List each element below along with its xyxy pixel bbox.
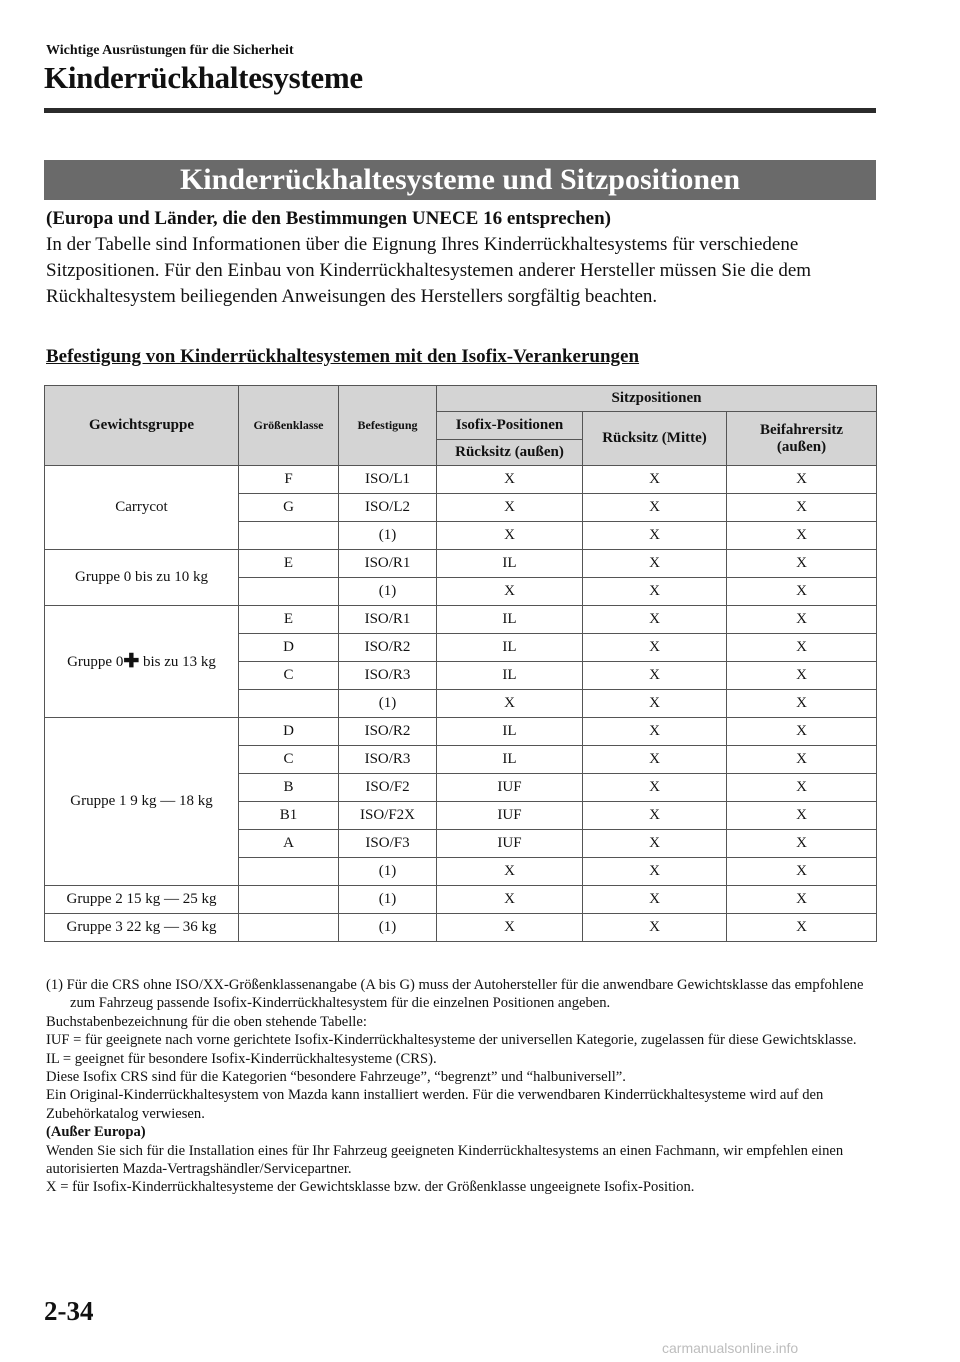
- table-row: [45, 914, 877, 942]
- rear-middle-cell: X: [583, 466, 727, 494]
- fixture-cell: ISO/L2: [339, 494, 437, 522]
- rear-middle-cell: X: [583, 718, 727, 746]
- size-class-cell: [239, 522, 339, 550]
- fixture-cell: (1): [339, 914, 437, 942]
- rear-middle-cell: X: [583, 858, 727, 886]
- header-seat-positions: Sitzpositionen: [437, 386, 877, 412]
- front-passenger-cell: X: [727, 774, 877, 802]
- intro-paragraph: In der Tabelle sind Informationen über die Eignung Ihres Kinderrückhaltesystems für verschiedene Sitzpositionen. Für den Einbau von Kinderrückhaltesystemen anderer Hersteller müssen Sie die dem Rückhaltesystem beiliegenden Anweisungen des Herstellers sorgfältig beachten.: [46, 234, 812, 307]
- fixture-cell: (1): [339, 578, 437, 606]
- group-0-plus-weight: bis zu 13 kg: [139, 654, 216, 670]
- group-0-plus-label: Gruppe 0: [67, 654, 124, 670]
- rear-middle-cell: X: [583, 914, 727, 942]
- front-passenger-cell: X: [727, 494, 877, 522]
- legend-x: X = für Isofix-Kinderrückhaltesysteme der Gewichtsklasse bzw. der Größenklasse ungeeignete Isofix-Position.: [46, 1179, 695, 1196]
- isofix-table: [44, 385, 877, 942]
- rear-middle-cell: X: [583, 494, 727, 522]
- front-passenger-cell: X: [727, 914, 877, 942]
- rear-outer-cell: IUF: [437, 830, 583, 858]
- fixture-cell: ISO/R3: [339, 746, 437, 774]
- original-crs-note: Ein Original-Kinderrückhaltesystem von Mazda kann installiert werden. Für die verwendbaren Kinderrückhaltesysteme wird auf den Zubehörkatalog verwiesen.: [46, 1087, 824, 1122]
- chapter-title: Kinderrückhaltesysteme: [44, 60, 363, 95]
- rear-middle-cell: X: [583, 522, 727, 550]
- group-2: Gruppe 2 15 kg — 25 kg: [45, 886, 239, 914]
- rear-outer-cell: X: [437, 690, 583, 718]
- table-row: [45, 718, 877, 746]
- fixture-cell: ISO/R2: [339, 718, 437, 746]
- rear-outer-cell: IL: [437, 634, 583, 662]
- isofix-subheading: Befestigung von Kinderrückhaltesystemen mit den Isofix-Verankerungen: [46, 346, 640, 367]
- size-class-cell: B1: [239, 802, 339, 830]
- front-passenger-cell: X: [727, 578, 877, 606]
- front-passenger-cell: X: [727, 662, 877, 690]
- front-passenger-cell: X: [727, 858, 877, 886]
- rear-outer-cell: X: [437, 886, 583, 914]
- fixture-cell: ISO/R1: [339, 550, 437, 578]
- front-passenger-cell: X: [727, 830, 877, 858]
- group-0-plus: [45, 606, 239, 718]
- front-passenger-cell: X: [727, 634, 877, 662]
- rear-outer-cell: X: [437, 522, 583, 550]
- plus-icon: ✚: [123, 651, 140, 672]
- header-fixture: Befestigung: [339, 386, 437, 466]
- size-class-cell: [239, 886, 339, 914]
- rear-middle-cell: X: [583, 886, 727, 914]
- front-passenger-cell: X: [727, 802, 877, 830]
- watermark: carmanualsonline.info: [662, 1340, 799, 1356]
- size-class-cell: [239, 690, 339, 718]
- outside-europe-heading: (Außer Europa): [46, 1124, 146, 1141]
- group-0: Gruppe 0 bis zu 10 kg: [45, 550, 239, 606]
- header-front-passenger-label: Beifahrersitz: [760, 421, 844, 438]
- header-isofix-positions: Isofix-Positionen: [437, 412, 583, 440]
- rear-outer-cell: X: [437, 858, 583, 886]
- rear-middle-cell: X: [583, 802, 727, 830]
- legend-iuf: IUF = für geeignete nach vorne gerichtete Isofix-Kinderrückhaltesysteme der universellen Kategorie, zugelassen für diese Gewichtsklasse.: [46, 1032, 857, 1049]
- section-label: Wichtige Ausrüstungen für die Sicherheit: [46, 43, 294, 58]
- fixture-cell: ISO/L1: [339, 466, 437, 494]
- front-passenger-cell: X: [727, 718, 877, 746]
- front-passenger-cell: X: [727, 522, 877, 550]
- rear-outer-cell: IL: [437, 746, 583, 774]
- size-class-cell: F: [239, 466, 339, 494]
- rear-middle-cell: X: [583, 550, 727, 578]
- header-size-class: Größenklasse: [239, 386, 339, 466]
- rear-middle-cell: X: [583, 774, 727, 802]
- group-3: Gruppe 3 22 kg — 36 kg: [45, 914, 239, 942]
- front-passenger-cell: X: [727, 886, 877, 914]
- rear-outer-cell: X: [437, 914, 583, 942]
- group-1: Gruppe 1 9 kg — 18 kg: [45, 718, 239, 886]
- table-row: [45, 886, 877, 914]
- rear-middle-cell: X: [583, 690, 727, 718]
- group-carrycot: Carrycot: [45, 466, 239, 550]
- chapter-rule: [44, 108, 876, 113]
- rear-middle-cell: X: [583, 662, 727, 690]
- fixture-cell: (1): [339, 886, 437, 914]
- rear-outer-cell: IL: [437, 550, 583, 578]
- page-number: 2-34: [44, 1296, 94, 1326]
- fixture-cell: ISO/R3: [339, 662, 437, 690]
- note-1: (1) Für die CRS ohne ISO/XX-Größenklassenangabe (A bis G) muss der Autohersteller für die anwendbare Gewichtsklasse das empfohlene zum Fahrzeug passende Isofix-Kinderrückhaltesystem für die einzelnen Positionen angeben.: [46, 977, 864, 1012]
- size-class-cell: A: [239, 830, 339, 858]
- fixture-cell: ISO/R1: [339, 606, 437, 634]
- size-class-cell: [239, 914, 339, 942]
- size-class-cell: G: [239, 494, 339, 522]
- header-front-passenger-sub: (außen): [776, 438, 827, 455]
- rear-middle-cell: X: [583, 830, 727, 858]
- size-class-cell: D: [239, 634, 339, 662]
- rear-middle-cell: X: [583, 606, 727, 634]
- size-class-cell: E: [239, 606, 339, 634]
- table-row: [45, 606, 877, 634]
- table-notes: [46, 976, 878, 1197]
- section-banner: Kinderrückhaltesysteme und Sitzpositionen: [44, 160, 876, 200]
- header-rear-middle: Rücksitz (Mitte): [583, 412, 727, 466]
- rear-outer-cell: X: [437, 494, 583, 522]
- fixture-cell: ISO/R2: [339, 634, 437, 662]
- header-rear-outer: Rücksitz (außen): [437, 440, 583, 466]
- rear-outer-cell: IL: [437, 718, 583, 746]
- front-passenger-cell: X: [727, 606, 877, 634]
- fixture-cell: ISO/F3: [339, 830, 437, 858]
- outside-europe-text: Wenden Sie sich für die Installation eines für Ihr Fahrzeug geeigneten Kinderrückhaltesystems an einen Fachmann, wir empfehlen einen autorisierten Mazda-Vertragshändler/Servicepartner.: [46, 1142, 844, 1178]
- rear-outer-cell: IUF: [437, 774, 583, 802]
- rear-middle-cell: X: [583, 634, 727, 662]
- region-heading: (Europa und Länder, die den Bestimmungen UNECE 16 entsprechen): [46, 208, 611, 229]
- header-front-passenger: [727, 412, 877, 466]
- rear-middle-cell: X: [583, 746, 727, 774]
- fixture-cell: (1): [339, 690, 437, 718]
- rear-outer-cell: IUF: [437, 802, 583, 830]
- rear-outer-cell: X: [437, 466, 583, 494]
- front-passenger-cell: X: [727, 550, 877, 578]
- rear-middle-cell: X: [583, 578, 727, 606]
- table-row: [45, 550, 877, 578]
- legend-il: IL = geeignet für besondere Isofix-Kinderrückhaltesysteme (CRS).: [46, 1050, 437, 1067]
- size-class-cell: B: [239, 774, 339, 802]
- size-class-cell: C: [239, 662, 339, 690]
- size-class-cell: E: [239, 550, 339, 578]
- size-class-cell: C: [239, 746, 339, 774]
- legend-intro: Buchstabenbezeichnung für die oben stehende Tabelle:: [46, 1013, 367, 1030]
- rear-outer-cell: IL: [437, 662, 583, 690]
- table-row: [45, 466, 877, 494]
- front-passenger-cell: X: [727, 746, 877, 774]
- fixture-cell: ISO/F2: [339, 774, 437, 802]
- front-passenger-cell: X: [727, 690, 877, 718]
- fixture-cell: (1): [339, 858, 437, 886]
- size-class-cell: [239, 578, 339, 606]
- size-class-cell: [239, 858, 339, 886]
- legend-il-detail: Diese Isofix CRS sind für die Kategorien “besondere Fahrzeuge”, “begrenzt” und “halbuniversell”.: [46, 1069, 626, 1086]
- header-weight-group: Gewichtsgruppe: [45, 386, 239, 466]
- rear-outer-cell: X: [437, 578, 583, 606]
- front-passenger-cell: X: [727, 466, 877, 494]
- size-class-cell: D: [239, 718, 339, 746]
- fixture-cell: (1): [339, 522, 437, 550]
- rear-outer-cell: IL: [437, 606, 583, 634]
- fixture-cell: ISO/F2X: [339, 802, 437, 830]
